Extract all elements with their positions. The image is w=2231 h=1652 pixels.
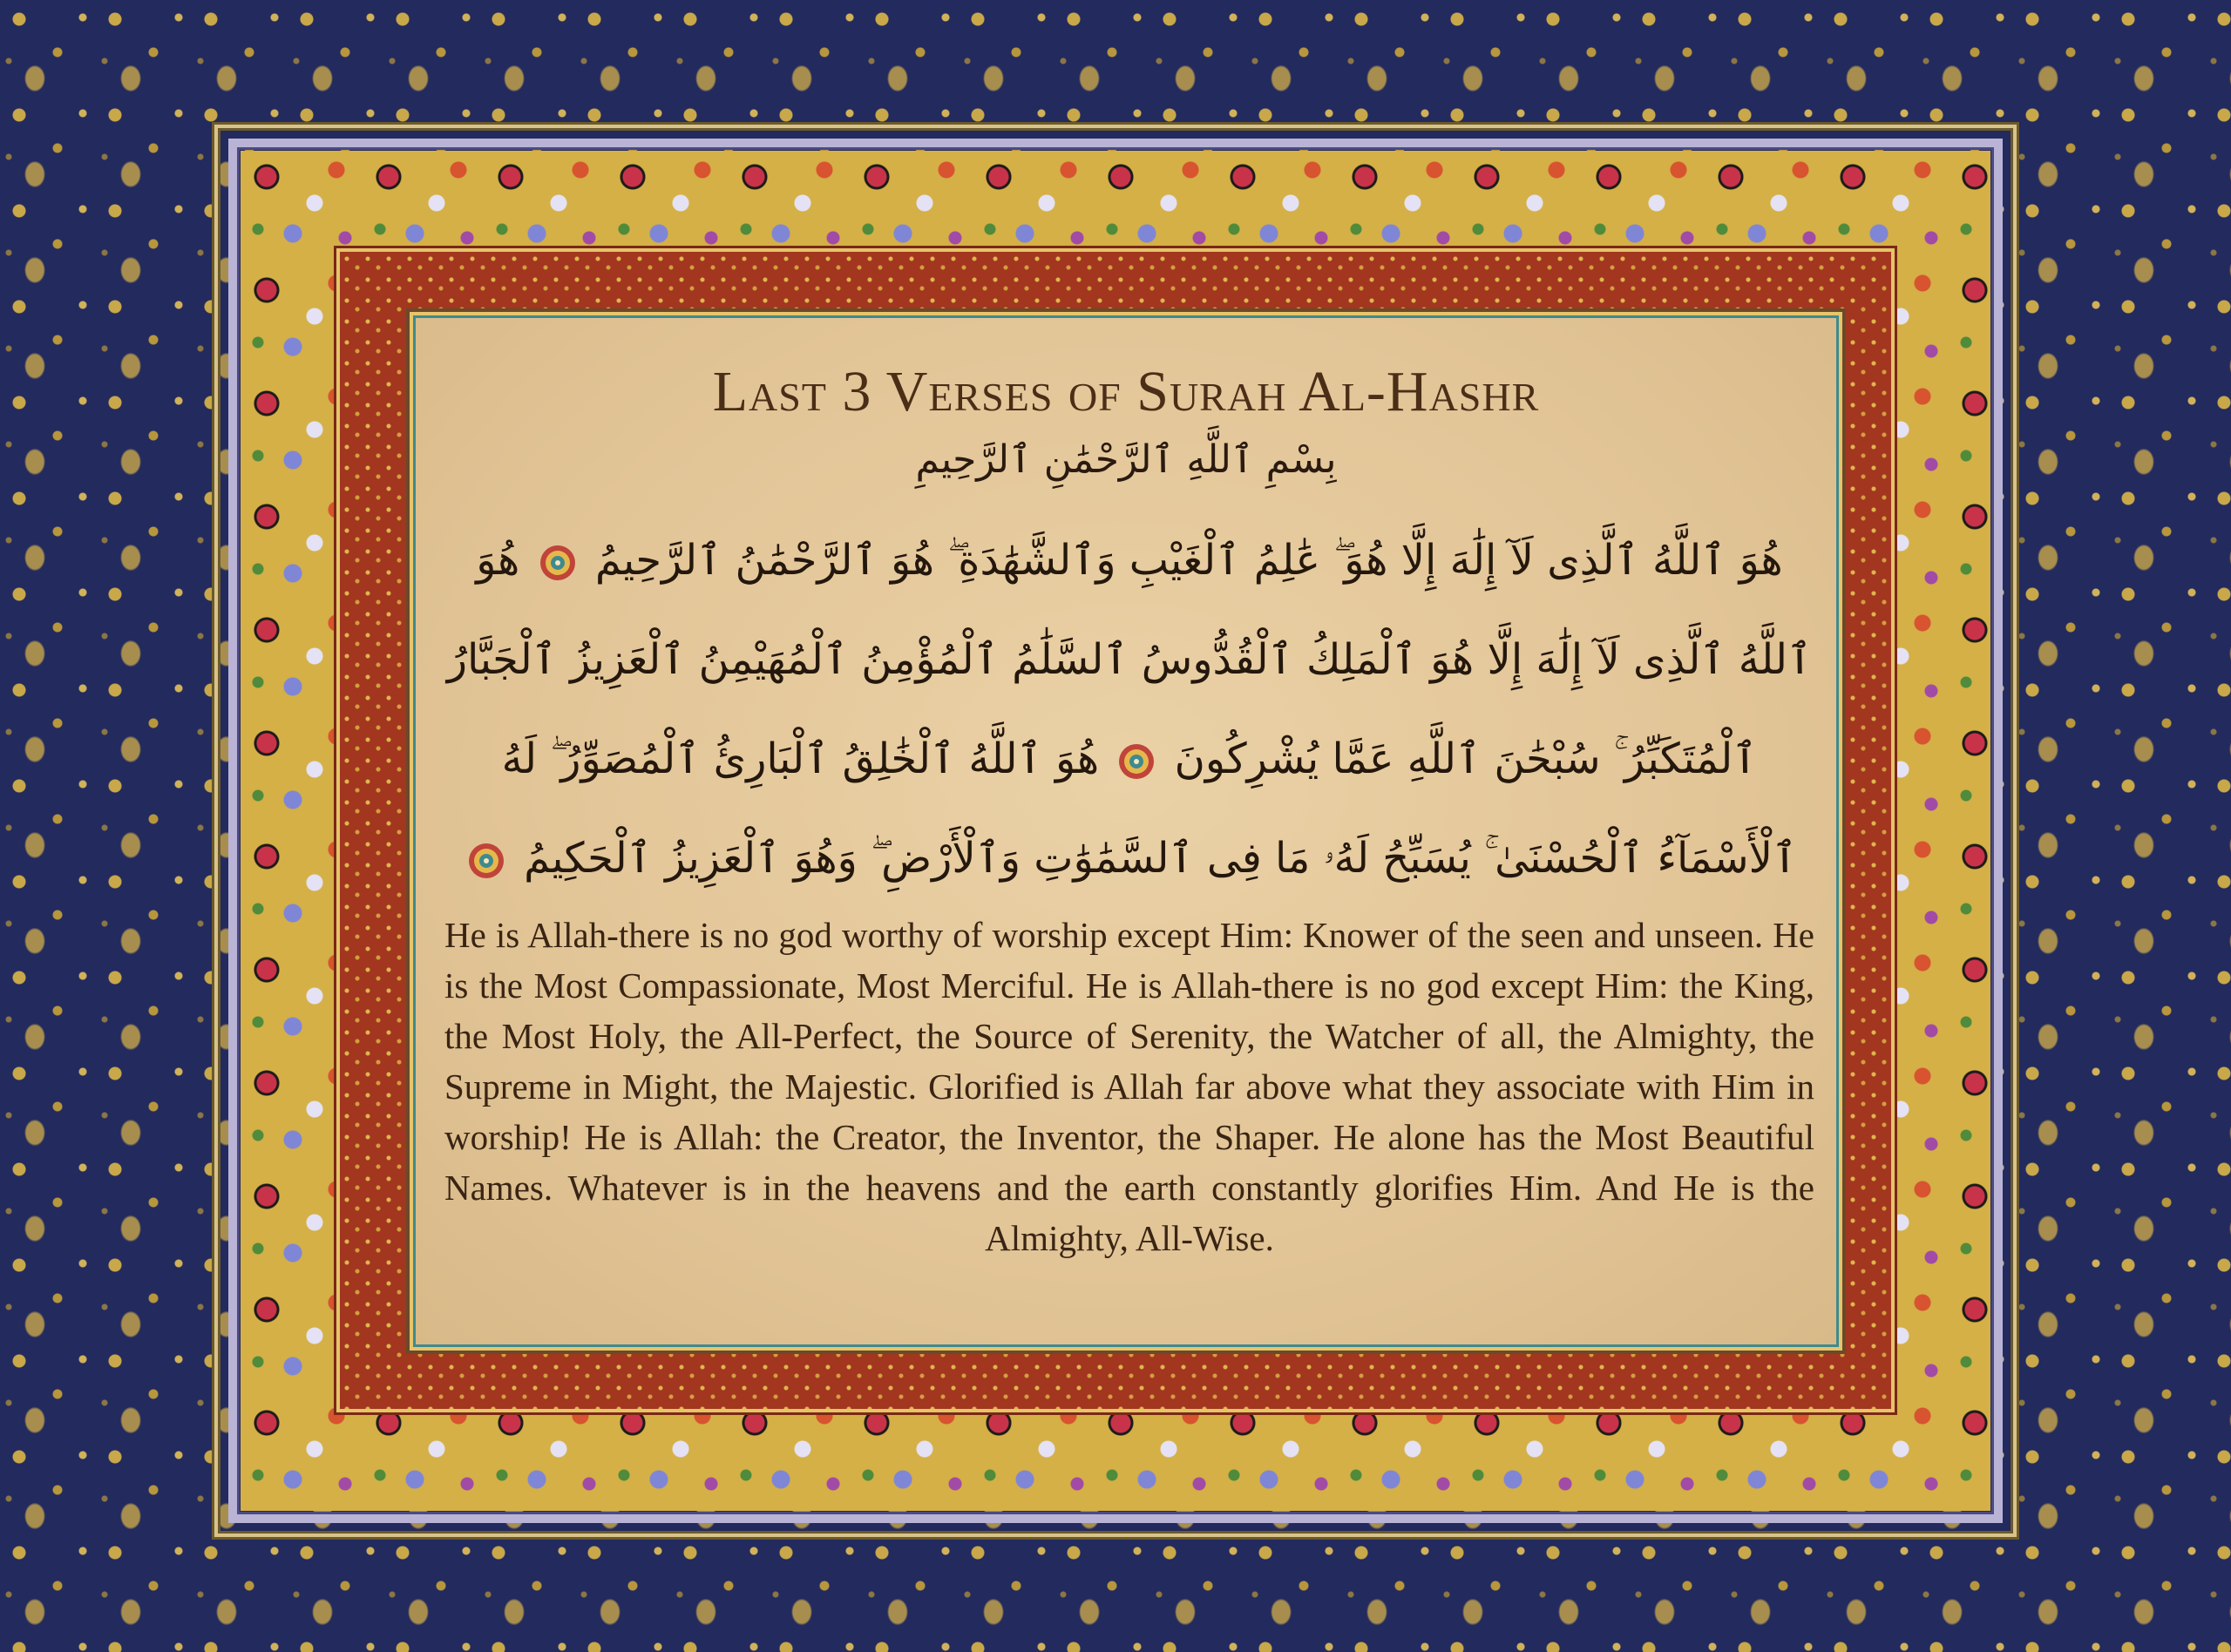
ayah-marker-icon [467,842,505,880]
page-title: Last 3 Verses of Surah Al-Hashr [712,360,1540,423]
arabic-verses [444,511,1814,908]
bismillah: بِسْمِ ٱللَّهِ ٱلرَّحْمَٰنِ ٱلرَّحِيمِ [915,437,1337,482]
verse-24-arabic: هُوَ ٱللَّهُ ٱلْخَٰلِقُ ٱلْبَارِئُ ٱلْمُصَوِّرُ ۖ لَهُ ٱلْأَسْمَآءُ ٱلْحُسْنَىٰ ۚ يُسَبِّحُ لَهُۥ مَا فِى ٱلسَّمَٰوَٰتِ وَٱلْأَرْضِ ۖ وَهُوَ ٱلْعَزِيزُ ٱلْحَكِيمُ [501,735,1798,883]
english-translation: He is Allah-there is no god worthy of worship except Him: Knower of the seen and unseen. He is the Most Compassionate, Most Merciful. He is Allah-there is no god except Him: the King, the Most Holy, the All-Perfect, the Source of Serenity, the Watcher of all, the Almighty, the Supreme in Might, the Majestic. Glorified is Allah far above what they associate with Him in worship! He is Allah: the Creator, the Inventor, the Shaper. He alone has the Most Beautiful Names. Whatever is in the heavens and the earth constantly glorifies Him. And He is the Almighty, All-Wise. [444,915,1814,1258]
ayah-marker-icon [539,544,577,582]
verse-23-arabic: هُوَ ٱللَّهُ ٱلَّذِى لَآ إِلَٰهَ إِلَّا هُوَ ٱلْمَلِكُ ٱلْقُدُّوسُ ٱلسَّلَٰمُ ٱلْمُؤْمِنُ ٱلْمُهَيْمِنُ ٱلْعَزِيزُ ٱلْجَبَّارُ ٱلْمُتَكَبِّرُ ۚ سُبْحَٰنَ ٱللَّهِ عَمَّا يُشْرِكُونَ [446,536,1813,783]
parchment-panel [406,308,1846,1354]
ayah-marker-icon [1117,742,1156,781]
verse-22-arabic: هُوَ ٱللَّهُ ٱلَّذِى لَآ إِلَٰهَ إِلَّا هُوَ ۖ عَٰلِمُ ٱلْغَيْبِ وَٱلشَّهَٰدَةِ ۖ هُوَ ٱلرَّحْمَٰنُ ٱلرَّحِيمُ [594,536,1783,585]
